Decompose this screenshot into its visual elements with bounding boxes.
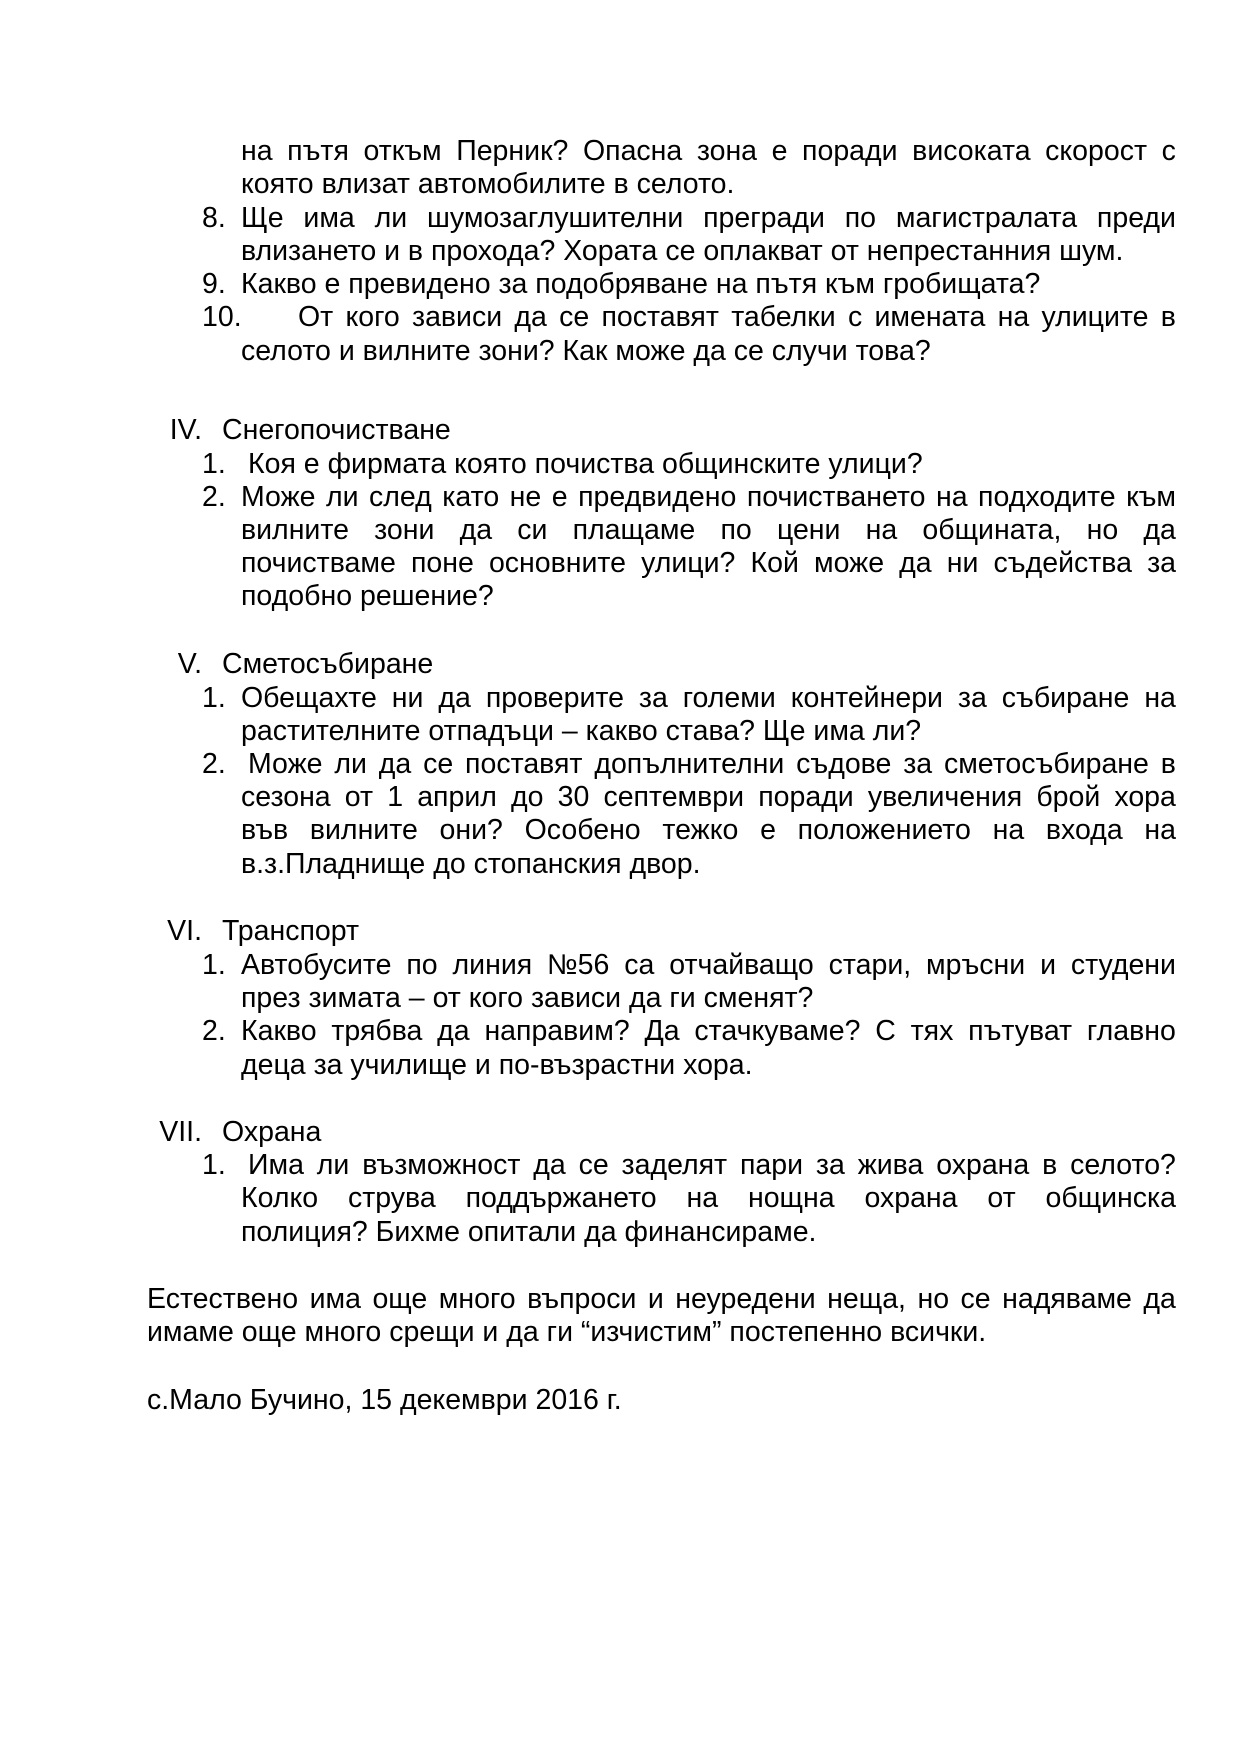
word: стари,	[828, 949, 912, 981]
item7-continuation-line2: която влизат автомобилите в селото.	[241, 168, 735, 200]
word: зона	[696, 135, 758, 167]
word: се	[559, 301, 590, 333]
word: Обещахте	[241, 682, 377, 714]
word: зависи	[412, 301, 503, 333]
word: С	[875, 1015, 896, 1047]
word: в	[1160, 748, 1176, 780]
word: струва	[347, 1182, 436, 1214]
word: пътя	[287, 135, 349, 167]
word: по	[844, 202, 877, 234]
word: пари	[739, 1149, 804, 1181]
word: имената	[874, 301, 986, 333]
word: брой	[1036, 781, 1101, 813]
word: неща,	[827, 1283, 906, 1315]
s5-item1-line1	[241, 682, 1176, 715]
word: поддържането	[465, 1182, 657, 1214]
word: допълнителни	[594, 748, 785, 780]
word: съдейства	[993, 547, 1132, 579]
s5-item1-number: 1.	[202, 682, 226, 714]
s4-item2-line4: подобно решение?	[241, 580, 494, 612]
word: Може	[248, 748, 323, 780]
word: 1	[387, 781, 404, 813]
word: вилните	[241, 514, 349, 546]
word: Опасна	[582, 135, 683, 167]
word: се	[578, 1149, 609, 1181]
word: улиците	[1041, 301, 1149, 333]
word: поради	[802, 135, 898, 167]
item9-line1: Какво е превидено за подобряване на пътя към гробищата?	[241, 268, 1041, 300]
word: линия	[452, 949, 533, 981]
word: по	[406, 949, 438, 981]
word: почистването	[746, 481, 926, 513]
word: положението	[797, 814, 971, 846]
word: сезона	[241, 781, 331, 813]
word: шумозаглушителни	[427, 202, 684, 234]
word: табелки	[731, 301, 836, 333]
word: на	[935, 481, 968, 513]
closing-paragraph-line2: имаме още много срещи и да ги “изчистим” постепенно всички.	[147, 1316, 987, 1348]
word: събиране	[1001, 682, 1130, 714]
s7-item1-line2	[241, 1182, 1176, 1215]
word: от	[987, 1182, 1016, 1214]
s5-item2-line1	[248, 748, 1176, 781]
word: поне	[410, 547, 474, 579]
word: към	[1126, 481, 1176, 513]
word: на	[686, 1182, 719, 1214]
word: с	[847, 301, 863, 333]
s6-item2-number: 2.	[202, 1015, 226, 1047]
word: се	[423, 748, 454, 780]
word: Особено	[524, 814, 641, 846]
s4-item2-number: 2.	[202, 481, 226, 513]
word: има	[303, 202, 355, 234]
word: още	[372, 1283, 428, 1315]
s5-item2-line3	[241, 814, 1176, 847]
word: почистваме	[241, 547, 396, 579]
word: възможност	[362, 1149, 521, 1181]
word: не	[509, 481, 542, 513]
word: да	[514, 301, 547, 333]
word: направим?	[484, 1015, 630, 1047]
word: с	[1161, 135, 1176, 167]
word: може	[814, 547, 885, 579]
word: основните	[488, 547, 627, 579]
s4-item2-line2	[241, 514, 1176, 547]
word: за	[815, 1149, 845, 1181]
word: Автобусите	[241, 949, 392, 981]
word: но	[917, 1283, 950, 1315]
word: има	[309, 1283, 361, 1315]
section-vii-numeral: VII.	[159, 1116, 202, 1148]
word: прегради	[703, 202, 825, 234]
word: Има	[248, 1149, 304, 1181]
word: поради	[758, 781, 854, 813]
word: кого	[345, 301, 400, 333]
word: Може	[241, 481, 316, 513]
word: поставят	[465, 748, 583, 780]
word: плащаме	[572, 514, 696, 546]
word: април	[417, 781, 497, 813]
section-v-numeral: V.	[177, 648, 202, 680]
word: големи	[682, 682, 776, 714]
word: за	[1147, 547, 1176, 579]
word: общинска	[1045, 1182, 1176, 1214]
word: за	[957, 682, 987, 714]
word: на	[241, 135, 273, 167]
word: да	[1143, 514, 1176, 546]
word: надяваме	[1002, 1283, 1132, 1315]
word: общината,	[922, 514, 1062, 546]
word: Кой	[750, 547, 799, 579]
word: да	[438, 682, 471, 714]
word: ли	[326, 481, 359, 513]
word: зони	[374, 514, 435, 546]
s7-item1-line3: полиция? Бихме опитали да финансираме.	[241, 1216, 817, 1248]
item7-continuation-line1	[241, 135, 1176, 168]
s4-item1-number: 1.	[202, 448, 226, 480]
word: в	[1042, 1149, 1058, 1181]
word: главно	[1086, 1015, 1176, 1047]
item10-line1	[298, 301, 1176, 334]
word: да	[1143, 1283, 1176, 1315]
word: си	[517, 514, 548, 546]
s5-item1-line2: растителните отпадъци – какво става? Ще има ли?	[241, 715, 922, 747]
word: Ще	[241, 202, 284, 234]
word: да	[899, 547, 932, 579]
s6-item1-line1	[241, 949, 1176, 982]
section-vi-title: Транспорт	[222, 915, 360, 947]
item8-line2: влизането и в прохода? Хората се оплакват от непрестанния шум.	[241, 235, 1124, 267]
word: №56	[547, 949, 610, 981]
word: студени	[1070, 949, 1176, 981]
word: са	[624, 949, 655, 981]
s5-item2-line2	[241, 781, 1176, 814]
word: предвидено	[578, 481, 737, 513]
word: ли	[374, 202, 408, 234]
word: Колко	[241, 1182, 319, 1214]
s4-item2-line3	[241, 547, 1176, 580]
word: Какво	[241, 1015, 317, 1047]
item8-line1	[241, 202, 1176, 235]
s6-item2-line1	[241, 1015, 1176, 1048]
item8-number: 8.	[202, 202, 226, 234]
word: до	[511, 781, 544, 813]
word: да	[533, 1149, 566, 1181]
word: е	[760, 814, 776, 846]
s6-item1-number: 1.	[202, 949, 226, 981]
word: и	[1040, 949, 1057, 981]
s4-item1-line1: Коя е фирмата която почиства общинските улици?	[248, 448, 923, 480]
place-date-signature: с.Мало Бучино, 15 декември 2016 г.	[147, 1384, 622, 1416]
s5-item2-number: 2.	[202, 748, 226, 780]
word: и	[647, 1283, 664, 1315]
word: но	[1086, 514, 1119, 546]
item10-line2: селото и вилните зони? Как може да се случи това?	[241, 335, 931, 367]
word: Естествено	[147, 1283, 299, 1315]
word: они?	[439, 814, 503, 846]
word: много	[438, 1283, 516, 1315]
section-iv-numeral: IV.	[169, 414, 202, 446]
s7-item1-line1	[248, 1149, 1176, 1182]
word: откъм	[363, 135, 442, 167]
word: на	[1144, 682, 1176, 714]
word: ни	[946, 547, 979, 579]
s6-item2-line2: деца за училище и по-възрастни хора.	[241, 1049, 753, 1081]
word: подходите	[978, 481, 1116, 513]
word: скорост	[1045, 135, 1148, 167]
word: като	[442, 481, 500, 513]
word: на	[865, 514, 898, 546]
word: ни	[391, 682, 424, 714]
word: Перник?	[456, 135, 569, 167]
item9-number: 9.	[202, 268, 226, 300]
word: вилните	[309, 814, 418, 846]
section-v-title: Сметосъбиране	[222, 648, 434, 680]
word: на	[1144, 814, 1176, 846]
word: хора	[1114, 781, 1176, 813]
word: мръсни	[926, 949, 1026, 981]
word: за	[903, 748, 933, 780]
word: охрана	[864, 1182, 958, 1214]
word: жива	[857, 1149, 924, 1181]
word: Да	[644, 1015, 680, 1047]
word: ли	[316, 1149, 350, 1181]
word: след	[369, 481, 432, 513]
word: селото?	[1070, 1149, 1176, 1181]
word: е	[551, 481, 568, 513]
word: входа	[1045, 814, 1123, 846]
section-vii-title: Охрана	[222, 1116, 322, 1148]
word: тежко	[662, 814, 739, 846]
word: неуредени	[675, 1283, 816, 1315]
word: по	[720, 514, 752, 546]
word: да	[437, 1015, 470, 1047]
section-vi-numeral: VI.	[167, 915, 202, 947]
word: сметосъбиране	[943, 748, 1149, 780]
word: въпроси	[527, 1283, 637, 1315]
word: тях	[910, 1015, 954, 1047]
word: да	[459, 514, 493, 546]
item10-number: 10.	[202, 301, 242, 333]
word: проверите	[485, 682, 624, 714]
word: отчайващо	[669, 949, 814, 981]
word: ли	[334, 748, 367, 780]
word: нощна	[747, 1182, 835, 1214]
word: магистралата	[895, 202, 1078, 234]
word: се	[960, 1283, 991, 1315]
word: е	[771, 135, 788, 167]
word: високата	[912, 135, 1031, 167]
word: 30	[557, 781, 590, 813]
word: на	[992, 814, 1025, 846]
word: цени	[776, 514, 841, 546]
s5-item2-line4: в.з.Пладнище до стопанския двор.	[241, 848, 701, 880]
word: да	[378, 748, 412, 780]
word: поставят	[601, 301, 719, 333]
word: улици?	[641, 547, 736, 579]
word: пътуват	[968, 1015, 1073, 1047]
word: съдове	[796, 748, 892, 780]
word: за	[638, 682, 668, 714]
word: в	[1160, 301, 1176, 333]
section-iv-title: Снегопочистване	[222, 414, 451, 446]
word: От	[298, 301, 334, 333]
word: трябва	[331, 1015, 423, 1047]
word: на	[997, 301, 1030, 333]
word: от	[344, 781, 374, 813]
s7-item1-number: 1.	[202, 1149, 226, 1181]
word: охрана	[936, 1149, 1030, 1181]
word: стачкуваме?	[694, 1015, 861, 1047]
s4-item2-line1	[241, 481, 1176, 514]
word: във	[241, 814, 289, 846]
closing-paragraph-line1	[147, 1283, 1176, 1316]
s6-item1-line2: през зимата – от кого зависи да ги сменят?	[241, 982, 814, 1014]
word: преди	[1096, 202, 1176, 234]
word: контейнери	[790, 682, 943, 714]
word: септември	[603, 781, 745, 813]
word: увеличения	[867, 781, 1023, 813]
word: заделят	[621, 1149, 728, 1181]
